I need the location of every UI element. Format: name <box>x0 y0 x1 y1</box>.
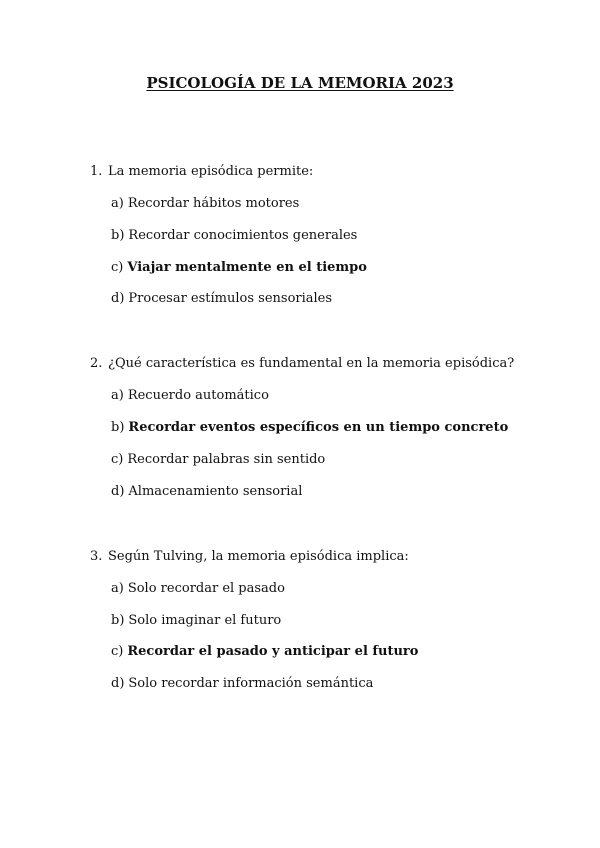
option-text-correct: Recordar eventos específicos en un tiempo concreto <box>128 420 509 435</box>
option-letter: b) <box>111 228 125 243</box>
option-text: Procesar estímulos sensoriales <box>128 291 333 306</box>
question-text: ¿Qué característica es fundamental en la memoria episódica? <box>108 356 515 371</box>
question-2-option-a <box>111 388 269 403</box>
option-letter: b) <box>111 613 125 628</box>
option-text: Recordar conocimientos generales <box>128 228 358 243</box>
option-letter: c) <box>111 260 124 275</box>
option-text: Recuerdo automático <box>127 388 269 403</box>
question-number: 1. <box>90 164 103 179</box>
question-3-option-c <box>111 644 418 659</box>
question-2-option-c <box>111 452 325 467</box>
question-3-option-b <box>111 613 281 628</box>
option-letter: a) <box>111 388 124 403</box>
question-1-option-b <box>111 228 357 243</box>
option-text: Almacenamiento sensorial <box>128 484 303 499</box>
question-3-option-d <box>111 676 373 691</box>
option-text: Recordar palabras sin sentido <box>127 452 326 467</box>
option-letter: d) <box>111 291 125 306</box>
option-letter: d) <box>111 484 125 499</box>
option-text: Solo recordar información semántica <box>128 676 374 691</box>
option-text: Solo imaginar el futuro <box>128 613 282 628</box>
question-1-option-a <box>111 196 299 211</box>
question-number: 2. <box>90 356 103 371</box>
question-text: La memoria episódica permite: <box>108 164 314 179</box>
option-letter: b) <box>111 420 125 435</box>
question-2 <box>90 356 514 371</box>
option-letter: c) <box>111 644 124 659</box>
option-text: Recordar hábitos motores <box>127 196 300 211</box>
option-letter: a) <box>111 581 124 596</box>
option-text-correct: Recordar el pasado y anticipar el futuro <box>127 644 419 659</box>
option-text-correct: Viajar mentalmente en el tiempo <box>127 260 367 275</box>
document-title: PSICOLOGÍA DE LA MEMORIA 2023 <box>146 74 454 92</box>
question-1 <box>90 164 313 179</box>
question-1-option-d <box>111 291 332 306</box>
question-text: Según Tulving, la memoria episódica implica: <box>108 549 409 564</box>
option-letter: d) <box>111 676 125 691</box>
question-2-option-d <box>111 484 302 499</box>
option-letter: c) <box>111 452 124 467</box>
option-text: Solo recordar el pasado <box>127 581 285 596</box>
question-3 <box>90 549 409 564</box>
question-1-option-c <box>111 260 367 275</box>
question-number: 3. <box>90 549 103 564</box>
option-letter: a) <box>111 196 124 211</box>
question-3-option-a <box>111 581 285 596</box>
question-2-option-b <box>111 420 508 435</box>
